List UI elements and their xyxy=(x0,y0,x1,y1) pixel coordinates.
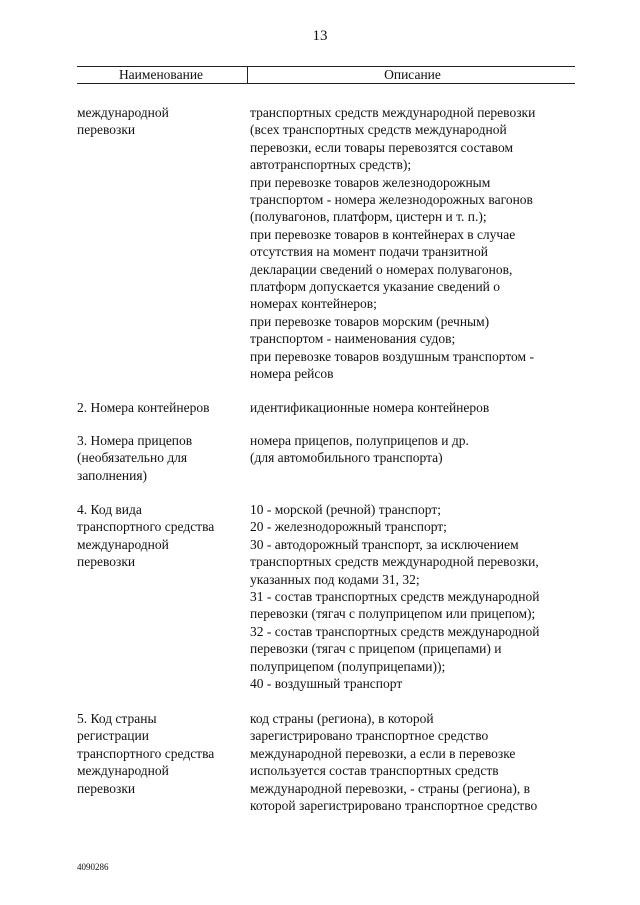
row-name-line: международной xyxy=(77,536,169,552)
row-name-line: 5. Код страны xyxy=(77,711,157,726)
row-name-cell xyxy=(77,501,245,571)
row-description-line: при перевозке товаров в контейнерах в случае xyxy=(250,226,516,242)
row-description-cell xyxy=(250,399,580,416)
row-name-cell xyxy=(77,104,245,139)
row-description-line: 30 - автодорожный транспорт, за исключением xyxy=(250,536,519,552)
row-description-line: номера прицепов, полуприцепов и др. xyxy=(250,433,469,448)
table-header-rule xyxy=(77,83,575,84)
row-description-line: при перевозке товаров морским (речным) xyxy=(250,313,490,329)
row-name-line: международной xyxy=(77,105,169,120)
row-description-line: декларации сведений о номерах полувагонов, xyxy=(250,261,513,277)
row-description-line: которой зарегистрировано транспортное средство xyxy=(250,798,538,814)
row-name-cell xyxy=(77,432,245,484)
row-name-line: перевозки xyxy=(77,554,136,570)
row-name-cell xyxy=(77,710,245,797)
row-name-line: (необязательно для xyxy=(77,450,188,466)
row-name-line: 3. Номера прицепов xyxy=(77,433,193,448)
row-description-cell xyxy=(250,501,580,692)
row-name-line: регистрации xyxy=(77,728,149,744)
row-description-line: идентификационные номера контейнеров xyxy=(250,400,490,415)
document-code: 4090286 xyxy=(77,862,109,872)
row-description-line: транспортом - номера железнодорожных вагонов xyxy=(250,192,533,208)
page-number: 13 xyxy=(312,28,328,44)
row-description-line: международной перевозки, а если в перевозке xyxy=(250,745,516,761)
row-description-line: зарегистрировано транспортное средство xyxy=(250,728,489,744)
row-description-line: транспортных средств международной перевозки, xyxy=(250,554,539,570)
row-name-line: транспортного средства xyxy=(77,745,215,761)
row-description-line: при перевозке товаров воздушным транспортом - xyxy=(250,348,534,364)
row-description-line: используется состав транспортных средств xyxy=(250,763,499,779)
row-description-line: автотранспортных средств); xyxy=(250,157,412,173)
row-description-line: (для автомобильного транспорта) xyxy=(250,450,443,466)
row-name-line: 2. Номера контейнеров xyxy=(77,400,210,415)
row-description-line: перевозки (тягач с полуприцепом или прицепом); xyxy=(250,606,536,622)
row-description-line: 40 - воздушный транспорт xyxy=(250,676,403,692)
row-description-line: международной перевозки, - страны (региона), в xyxy=(250,780,531,796)
row-description-line: перевозки (тягач с прицепом (прицепами) и xyxy=(250,641,502,657)
row-description-line: платформ допускается указание сведений о xyxy=(250,279,501,295)
row-description-line: 10 - морской (речной) транспорт; xyxy=(250,502,441,517)
row-name-line: перевозки xyxy=(77,780,136,796)
row-description-line: номерах контейнеров; xyxy=(250,296,377,312)
row-description-line: код страны (региона), в которой xyxy=(250,711,434,726)
row-description-line: (полувагонов, платформ, цистерн и т. п.); xyxy=(250,209,487,225)
row-name-line: транспортного средства xyxy=(77,519,215,535)
row-description-line: (всех транспортных средств международной xyxy=(250,122,507,138)
row-name-line: перевозки xyxy=(77,122,136,138)
column-header-description: Описание xyxy=(384,67,441,82)
column-header-name: Наименование xyxy=(118,67,204,82)
row-description-line: отсутствия на момент подачи транзитной xyxy=(250,244,488,260)
column-divider xyxy=(247,66,248,83)
row-description-line: 32 - состав транспортных средств международной xyxy=(250,623,540,639)
row-description-line: 31 - состав транспортных средств международной xyxy=(250,589,540,605)
row-description-line: указанных под кодами 31, 32; xyxy=(250,571,420,587)
row-description-line: транспортом - наименования судов; xyxy=(250,331,456,347)
row-description-line: номера рейсов xyxy=(250,366,334,382)
row-description-cell xyxy=(250,432,580,467)
row-name-line: 4. Код вида xyxy=(77,502,142,517)
row-description-line: перевозки, если товары перевозятся составом xyxy=(250,139,513,155)
row-description-cell xyxy=(250,710,580,814)
row-name-cell xyxy=(77,399,245,416)
row-description-cell xyxy=(250,104,580,383)
row-description-line: при перевозке товаров железнодорожным xyxy=(250,174,491,190)
row-description-line: полуприцепом (полуприцепами)); xyxy=(250,658,446,674)
row-name-line: заполнения) xyxy=(77,467,148,483)
row-description-line: транспортных средств международной перевозки xyxy=(250,105,536,120)
row-description-line: 20 - железнодорожный транспорт; xyxy=(250,519,447,535)
row-name-line: международной xyxy=(77,763,169,779)
